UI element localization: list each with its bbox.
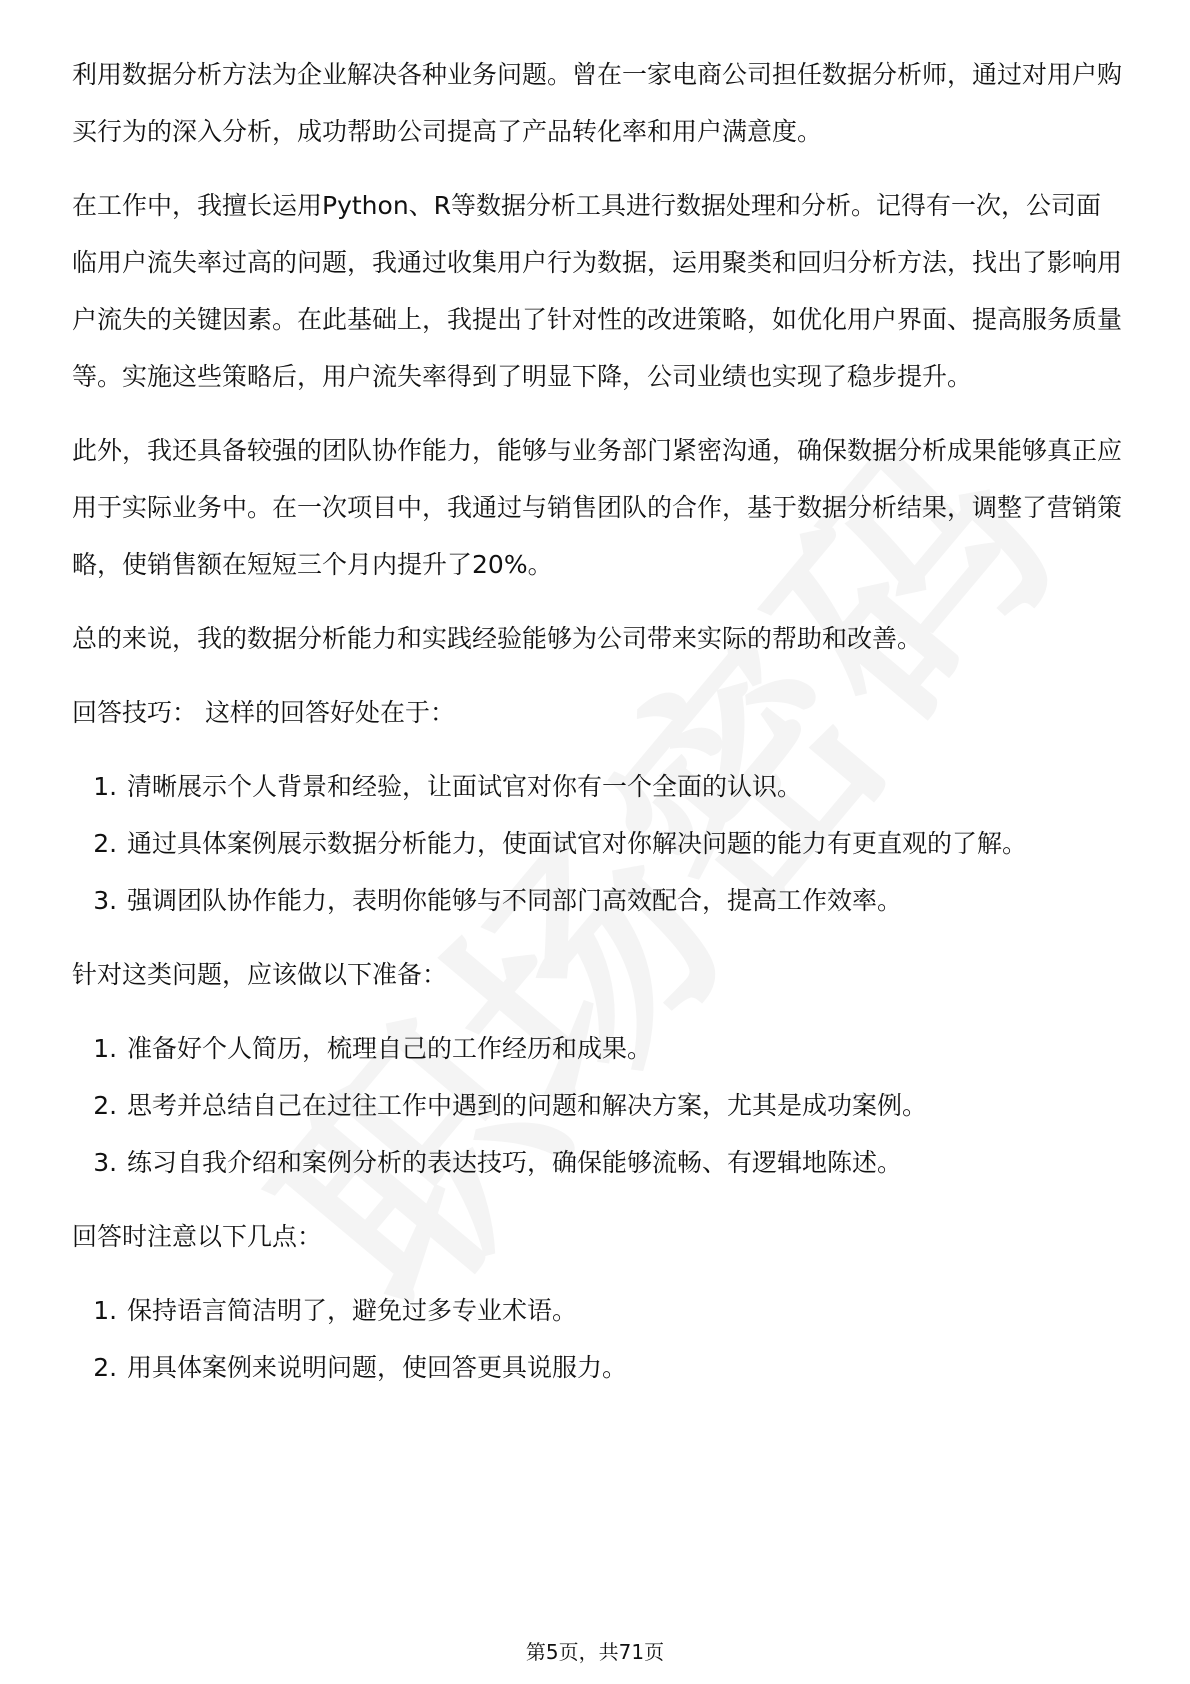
work-experience-paragraph: 在工作中，我擅长运用Python、R等数据分析工具进行数据处理和分析。记得有一次，公司面临用户流失率过高的问题，我通过收集用户行为数据，运用聚类和回归分析方法，找出了影响用户流失的关键因素。在此基础上，我提出了针对性的改进策略，如优化用户界面、提高服务质量等。实施这些策略后，用户流失率得到了明显下降，公司业绩也实现了稳步提升。	[72, 191, 1123, 391]
notes-list	[72, 1282, 1122, 1396]
list-item: 1. 清晰展示个人背景和经验，让面试官对你有一个全面的认识。	[125, 758, 1122, 815]
prep-heading: 针对这类问题，应该做以下准备：	[72, 960, 448, 989]
list-item: 2. 用具体案例来说明问题，使回答更具说服力。	[125, 1339, 1122, 1396]
notes-heading: 回答时注意以下几点：	[72, 1222, 323, 1251]
list-item: 1. 准备好个人简历，梳理自己的工作经历和成果。	[125, 1020, 1122, 1077]
list-item: 2. 通过具体案例展示数据分析能力，使面试官对你解决问题的能力有更直观的了解。	[125, 815, 1122, 872]
list-item: 3. 练习自我介绍和案例分析的表达技巧，确保能够流畅、有逻辑地陈述。	[125, 1134, 1122, 1191]
prep-list	[72, 1020, 1122, 1191]
document-body	[72, 46, 1122, 1413]
list-item: 1. 保持语言简洁明了，避免过多专业术语。	[125, 1282, 1122, 1339]
tips-list	[72, 758, 1122, 929]
teamwork-paragraph: 此外，我还具备较强的团队协作能力，能够与业务部门紧密沟通，确保数据分析成果能够真正应用于实际业务中。在一次项目中，我通过与销售团队的合作，基于数据分析结果，调整了营销策略，使销售额在短短三个月内提升了20%。	[72, 436, 1123, 579]
page-footer: 第5页，共71页	[525, 1640, 665, 1664]
intro-paragraph: 利用数据分析方法为企业解决各种业务问题。曾在一家电商公司担任数据分析师，通过对用户购买行为的深入分析，成功帮助公司提高了产品转化率和用户满意度。	[72, 60, 1123, 146]
list-item: 3. 强调团队协作能力，表明你能够与不同部门高效配合，提高工作效率。	[125, 872, 1122, 929]
summary-paragraph: 总的来说，我的数据分析能力和实践经验能够为公司带来实际的帮助和改善。	[72, 624, 923, 653]
list-item: 2. 思考并总结自己在过往工作中遇到的问题和解决方案，尤其是成功案例。	[125, 1077, 1122, 1134]
tips-heading: 回答技巧： 这样的回答好处在于：	[72, 698, 455, 727]
